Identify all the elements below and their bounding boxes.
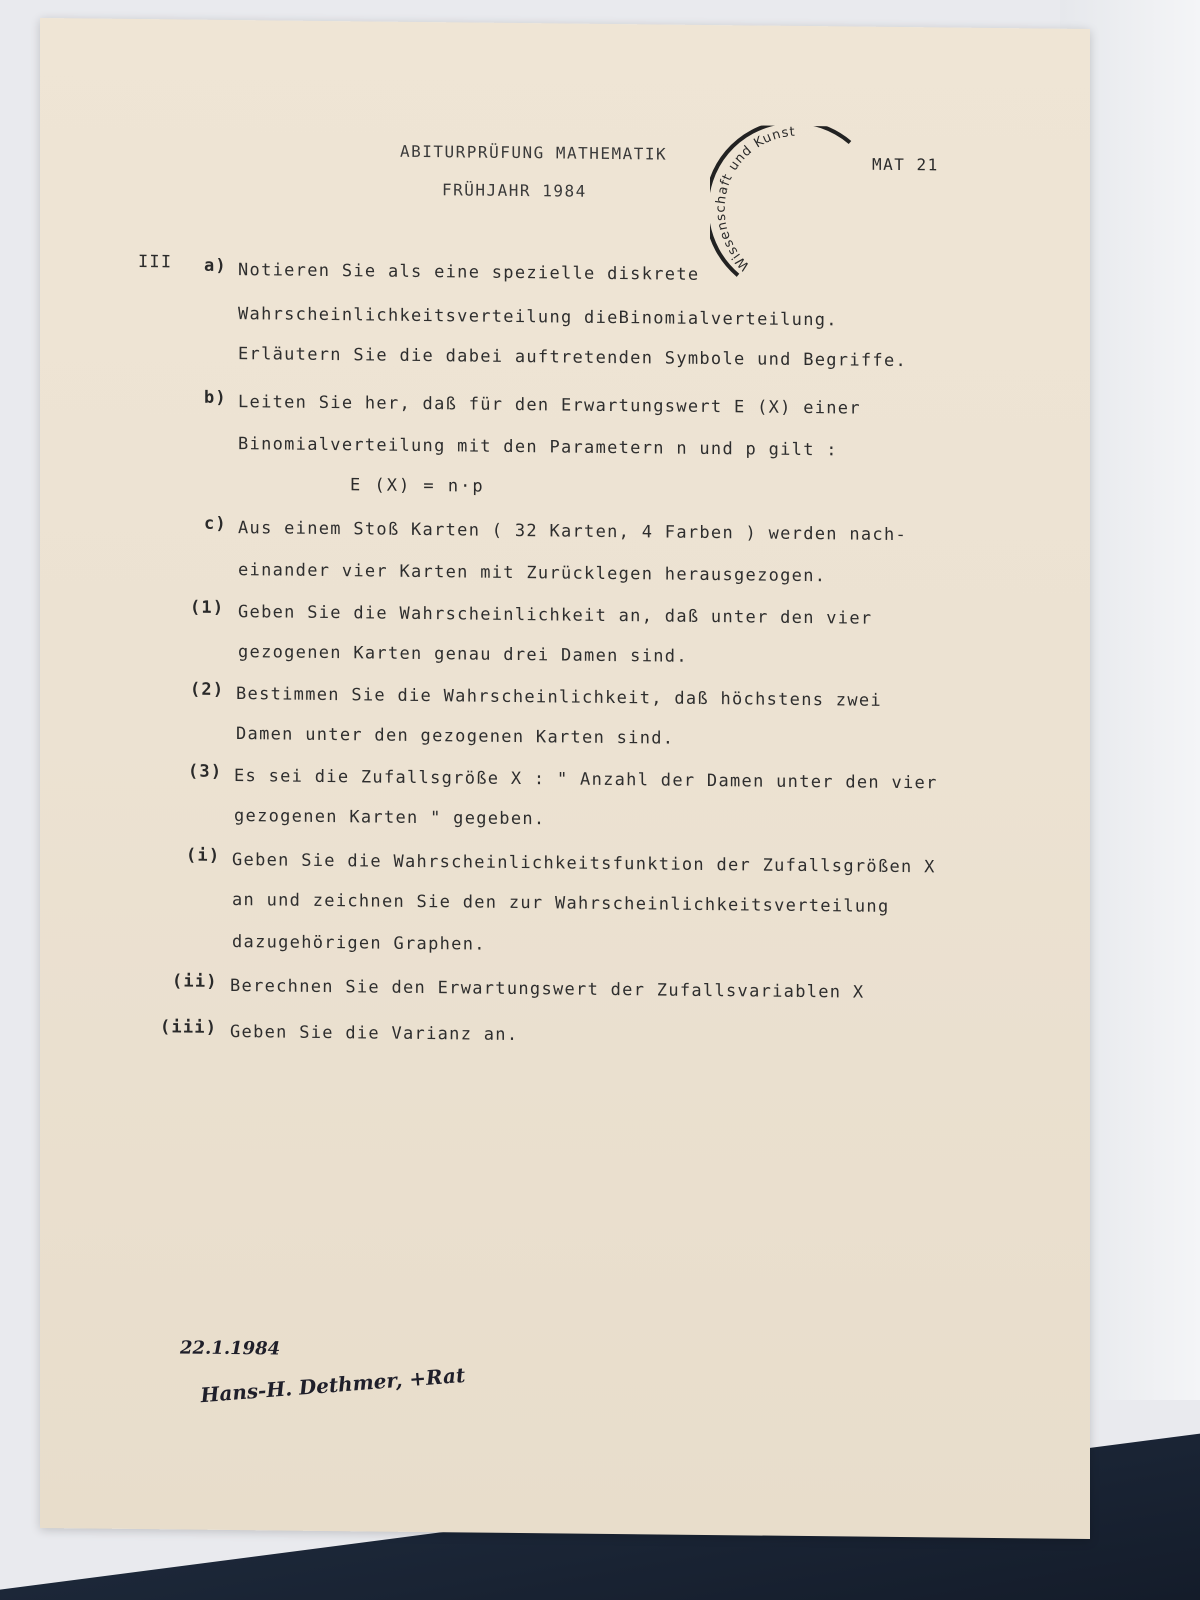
svg-text:Wissenschaft und Kunst [714, 125, 797, 274]
subtask-2-line: Bestimmen Sie die Wahrscheinlichkeit, daß höchstens zwei [236, 684, 882, 711]
expected-value-formula: E (X) = n·p [350, 475, 485, 497]
subtask-3-line: Es sei die Zufallsgröße X : " Anzahl der Damen unter den vier [234, 766, 938, 794]
stamp-text: Wissenschaft und Kunst [713, 125, 797, 274]
task-a-line: Wahrscheinlichkeitsverteilung dieBinomialverteilung. [238, 304, 838, 331]
subtask-ii-line: Berechnen Sie den Erwartungswert der Zufallsvariablen X [230, 975, 865, 1003]
subtask-1-marker: (1) [190, 597, 225, 618]
task-c-line: Aus einem Stoß Karten ( 32 Karten, 4 Farben ) werden nach- [238, 518, 908, 546]
task-b-line: Leiten Sie her, daß für den Erwartungswert E (X) einer [238, 392, 861, 419]
subtask-i-line: Geben Sie die Wahrscheinlichkeitsfunktion der Zufallsgrößen X [232, 850, 936, 878]
subtask-ii-marker: (ii) [172, 971, 218, 992]
task-a-line: Erläutern Sie die dabei auftretenden Symbole und Begriffe. [238, 344, 908, 372]
subtask-i-marker: (i) [186, 845, 221, 866]
handwritten-date: 22.1.1984 [180, 1337, 281, 1360]
subtask-2-marker: (2) [190, 679, 225, 700]
subtask-2-line: Damen unter den gezogenen Karten sind. [236, 724, 675, 749]
section-number: III [138, 252, 173, 273]
task-b-line: Binomialverteilung mit den Parametern n und p gilt : [238, 434, 838, 461]
subtask-iii-line: Geben Sie die Varianz an. [230, 1021, 519, 1046]
subtask-1-line: Geben Sie die Wahrscheinlichkeit an, daß unter den vier [238, 602, 873, 629]
task-c-marker: c) [204, 513, 227, 534]
exam-title: ABITURPRÜFUNG MATHEMATIK [400, 141, 668, 164]
subtask-1-line: gezogenen Karten genau drei Damen sind. [238, 642, 688, 667]
task-c-line: einander vier Karten mit Zurücklegen herausgezogen. [238, 560, 827, 587]
task-b-marker: b) [204, 387, 227, 408]
subtask-i-line: an und zeichnen Sie den zur Wahrscheinlichkeitsverteilung [232, 890, 890, 917]
handwritten-signature: Hans-H. Dethmer, +Rat [199, 1362, 467, 1408]
reference-code: MAT 21 [872, 154, 939, 175]
subtask-i-line: dazugehörigen Graphen. [232, 932, 486, 955]
exam-subtitle: FRÜHJAHR 1984 [442, 180, 587, 201]
exam-sheet [40, 18, 1090, 1539]
subtask-3-line: gezogenen Karten " gegeben. [234, 806, 546, 830]
task-a-line: Notieren Sie als eine spezielle diskrete [238, 260, 700, 285]
subtask-iii-marker: (iii) [160, 1017, 218, 1038]
official-stamp [710, 125, 860, 287]
subtask-3-marker: (3) [188, 761, 223, 782]
task-a-marker: a) [204, 255, 227, 276]
